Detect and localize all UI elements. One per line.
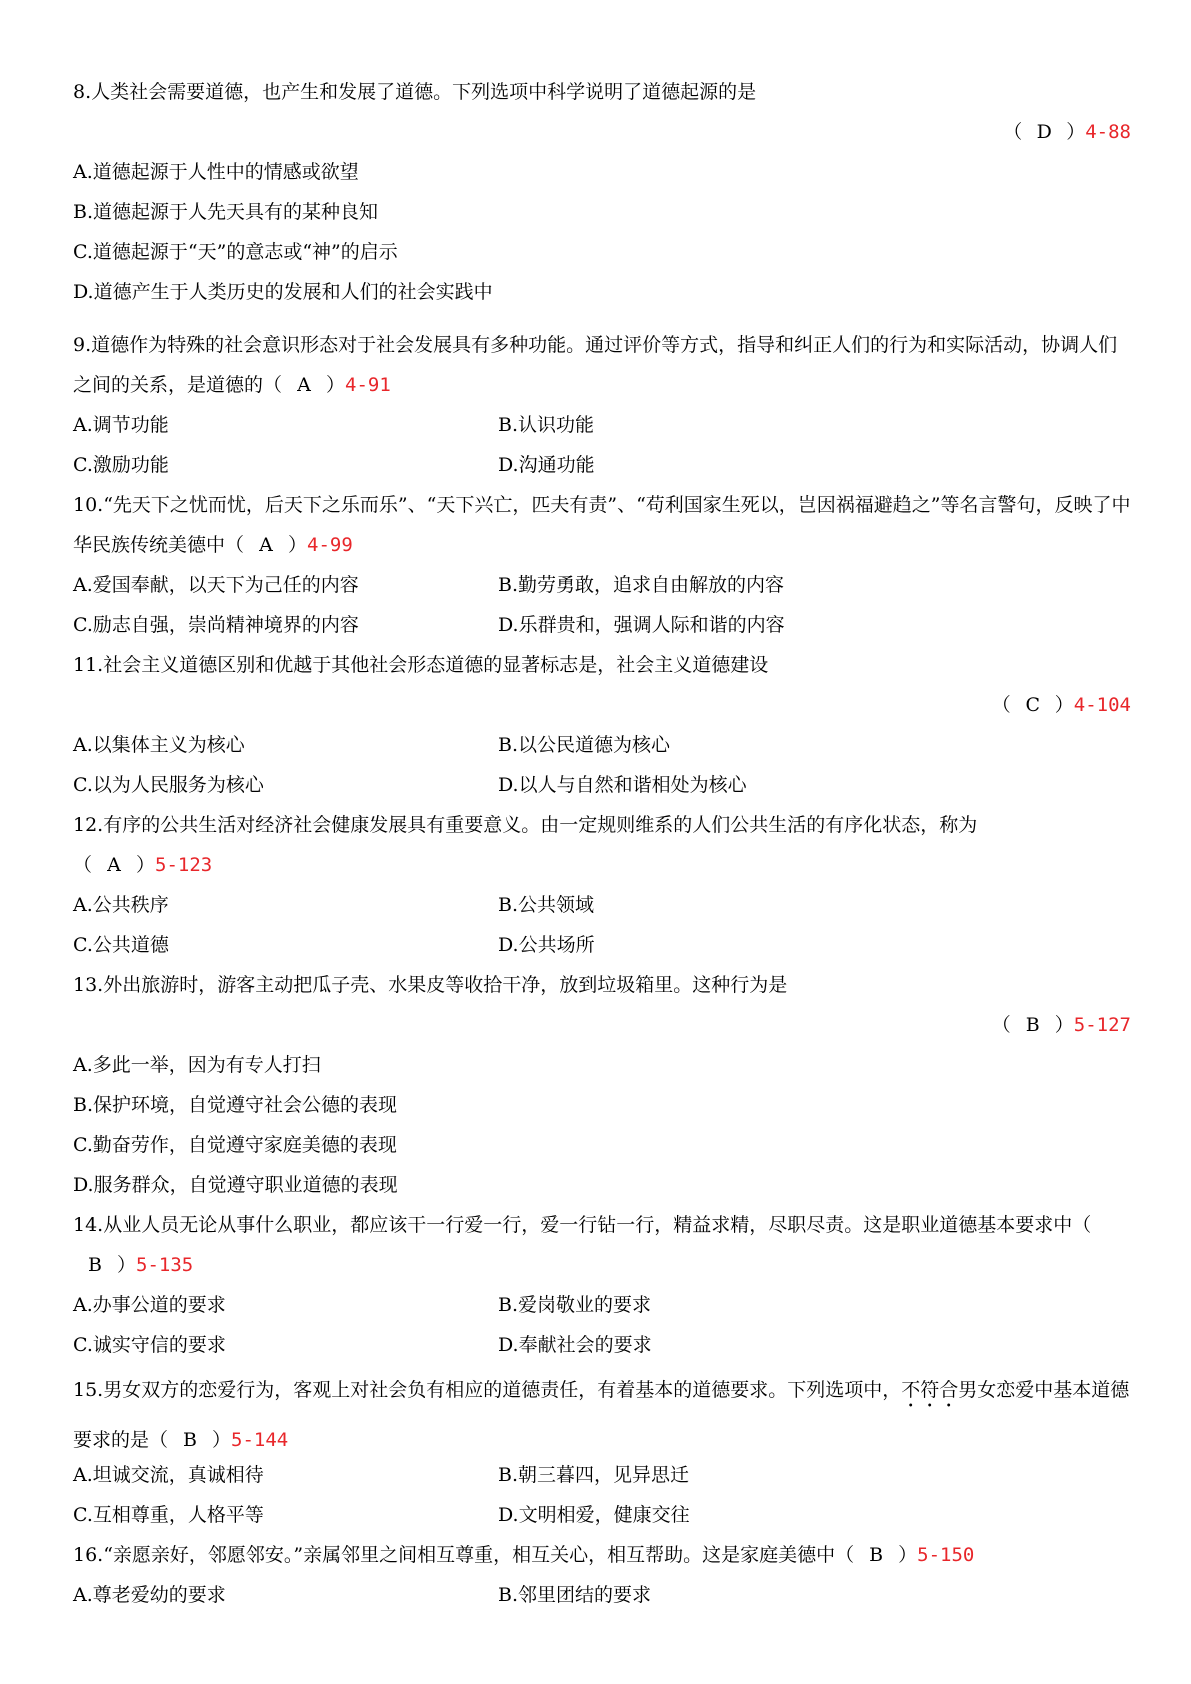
option-a: A.多此一举，因为有专人打扫 xyxy=(73,1054,321,1076)
options xyxy=(73,565,1131,645)
option-b: B.勤劳勇敢，追求自由解放的内容 xyxy=(498,574,785,596)
question-stem: 16.“亲愿亲好，邻愿邻安。”亲属邻里之间相互尊重，相互关心，相互帮助。这是家庭美德中（ B ）5-150 xyxy=(73,1535,1131,1575)
question-15 xyxy=(73,1365,1131,1535)
option-b: B.邻里团结的要求 xyxy=(498,1584,652,1606)
page-reference: 5-135 xyxy=(136,1254,194,1276)
question-8 xyxy=(73,72,1131,312)
question-stem: 10.“先天下之忧而忧，后天下之乐而乐”、“天下兴亡，匹夫有责”、“苟利国家生死以，岂因祸福避趋之”等名言警句，反映了中华民族传统美德中（ A ）4-99 xyxy=(73,485,1131,565)
option-c: C.道德起源于“天”的意志或“神”的启示 xyxy=(73,241,398,263)
option-b: B.爱岗敬业的要求 xyxy=(498,1294,652,1316)
page-reference: 4-88 xyxy=(1085,121,1131,143)
option-b: B.保护环境，自觉遵守社会公德的表现 xyxy=(73,1094,398,1116)
answer-letter: B xyxy=(1025,1014,1040,1036)
option-b: B.公共领域 xyxy=(498,894,595,916)
question-stem: 8.人类社会需要道德，也产生和发展了道德。下列选项中科学说明了道德起源的是 xyxy=(73,81,757,103)
question-stem: 13.外出旅游时，游客主动把瓜子壳、水果皮等收拾干净，放到垃圾箱里。这种行为是 xyxy=(73,974,788,996)
page-reference: 5-123 xyxy=(155,854,213,876)
page-reference: 5-127 xyxy=(1073,1014,1131,1036)
question-stem: 9.道德作为特殊的社会意识形态对于社会发展具有多种功能。通过评价等方式，指导和纠正人们的行为和实际活动，协调人们之间的关系，是道德的（ A ）4-91 xyxy=(73,325,1131,405)
answer-line: （ B ）5-127 xyxy=(73,1005,1131,1045)
answer-line: （ A ）5-123 xyxy=(73,845,1131,885)
answer-letter: A xyxy=(259,534,273,556)
page-reference: 4-99 xyxy=(307,534,353,556)
option-a: A.坦诚交流，真诚相待 xyxy=(73,1464,264,1486)
option-a: A.办事公道的要求 xyxy=(73,1294,226,1316)
option-d: D.奉献社会的要求 xyxy=(498,1334,652,1356)
answer-line: （ D ）4-88 xyxy=(73,112,1131,152)
answer-letter: C xyxy=(1025,694,1041,716)
question-stem: 12.有序的公共生活对经济社会健康发展具有重要意义。由一定规则维系的人们公共生活的有序化状态，称为 xyxy=(73,814,978,836)
option-b: B.朝三暮四，见异思迁 xyxy=(498,1464,690,1486)
question-11 xyxy=(73,645,1131,805)
option-a: A.道德起源于人性中的情感或欲望 xyxy=(73,161,359,183)
question-9 xyxy=(73,325,1131,485)
option-a: A.公共秩序 xyxy=(73,894,169,916)
question-13 xyxy=(73,965,1131,1205)
option-b: B.道德起源于人先天具有的某种良知 xyxy=(73,201,379,223)
option-a: A.爱国奉献，以天下为己任的内容 xyxy=(73,574,359,596)
option-d: D.道德产生于人类历史的发展和人们的社会实践中 xyxy=(73,281,493,303)
question-14 xyxy=(73,1205,1131,1365)
option-d: D.公共场所 xyxy=(498,934,595,956)
answer-line: （ C ）4-104 xyxy=(73,685,1131,725)
options xyxy=(73,152,1131,312)
options xyxy=(73,405,1131,485)
question-16 xyxy=(73,1535,1131,1615)
question-stem: 14.从业人员无论从事什么职业，都应该干一行爱一行，爱一行钻一行，精益求精，尽职尽责。这是职业道德基本要求中（B ）5-135 xyxy=(73,1205,1131,1285)
options xyxy=(73,1455,1131,1535)
options xyxy=(73,1045,1131,1205)
answer-letter: D xyxy=(1036,121,1052,143)
page-reference: 4-104 xyxy=(1073,694,1131,716)
question-12 xyxy=(73,805,1131,965)
options xyxy=(73,1575,1131,1615)
option-d: D.服务群众，自觉遵守职业道德的表现 xyxy=(73,1174,398,1196)
page-reference: 5-144 xyxy=(231,1429,289,1451)
emphasized-text: 不符合 xyxy=(901,1379,959,1401)
page-reference: 5-150 xyxy=(917,1544,975,1566)
option-c: C.勤奋劳作，自觉遵守家庭美德的表现 xyxy=(73,1134,397,1156)
options xyxy=(73,885,1131,965)
question-stem: 15.男女双方的恋爱行为，客观上对社会负有相应的道德责任，有着基本的道德要求。下列选项中，不符合男女恋爱中基本道德要求的是（ B ）5-144 xyxy=(73,1365,1131,1465)
option-d: D.以人与自然和谐相处为核心 xyxy=(498,774,747,796)
answer-letter: B xyxy=(88,1254,102,1276)
answer-letter: A xyxy=(297,374,311,396)
option-c: C.诚实守信的要求 xyxy=(73,1334,226,1356)
question-10 xyxy=(73,485,1131,645)
option-a: A.以集体主义为核心 xyxy=(73,734,245,756)
option-d: D.文明相爱，健康交往 xyxy=(498,1504,690,1526)
page-reference: 4-91 xyxy=(345,374,391,396)
options xyxy=(73,1285,1131,1365)
option-c: C.以为人民服务为核心 xyxy=(73,774,264,796)
option-c: C.互相尊重，人格平等 xyxy=(73,1504,264,1526)
option-b: B.以公民道德为核心 xyxy=(498,734,671,756)
option-b: B.认识功能 xyxy=(498,414,595,436)
option-d: D.沟通功能 xyxy=(498,454,595,476)
answer-letter: A xyxy=(107,854,121,876)
option-c: C.公共道德 xyxy=(73,934,169,956)
answer-letter: B xyxy=(869,1544,884,1566)
question-stem: 11.社会主义道德区别和优越于其他社会形态道德的显著标志是，社会主义道德建设 xyxy=(73,654,769,676)
option-d: D.乐群贵和，强调人际和谐的内容 xyxy=(498,614,785,636)
option-c: C.励志自强，崇尚精神境界的内容 xyxy=(73,614,359,636)
answer-letter: B xyxy=(183,1429,197,1451)
options xyxy=(73,725,1131,805)
option-a: A.尊老爱幼的要求 xyxy=(73,1584,226,1606)
option-a: A.调节功能 xyxy=(73,414,169,436)
option-c: C.激励功能 xyxy=(73,454,169,476)
